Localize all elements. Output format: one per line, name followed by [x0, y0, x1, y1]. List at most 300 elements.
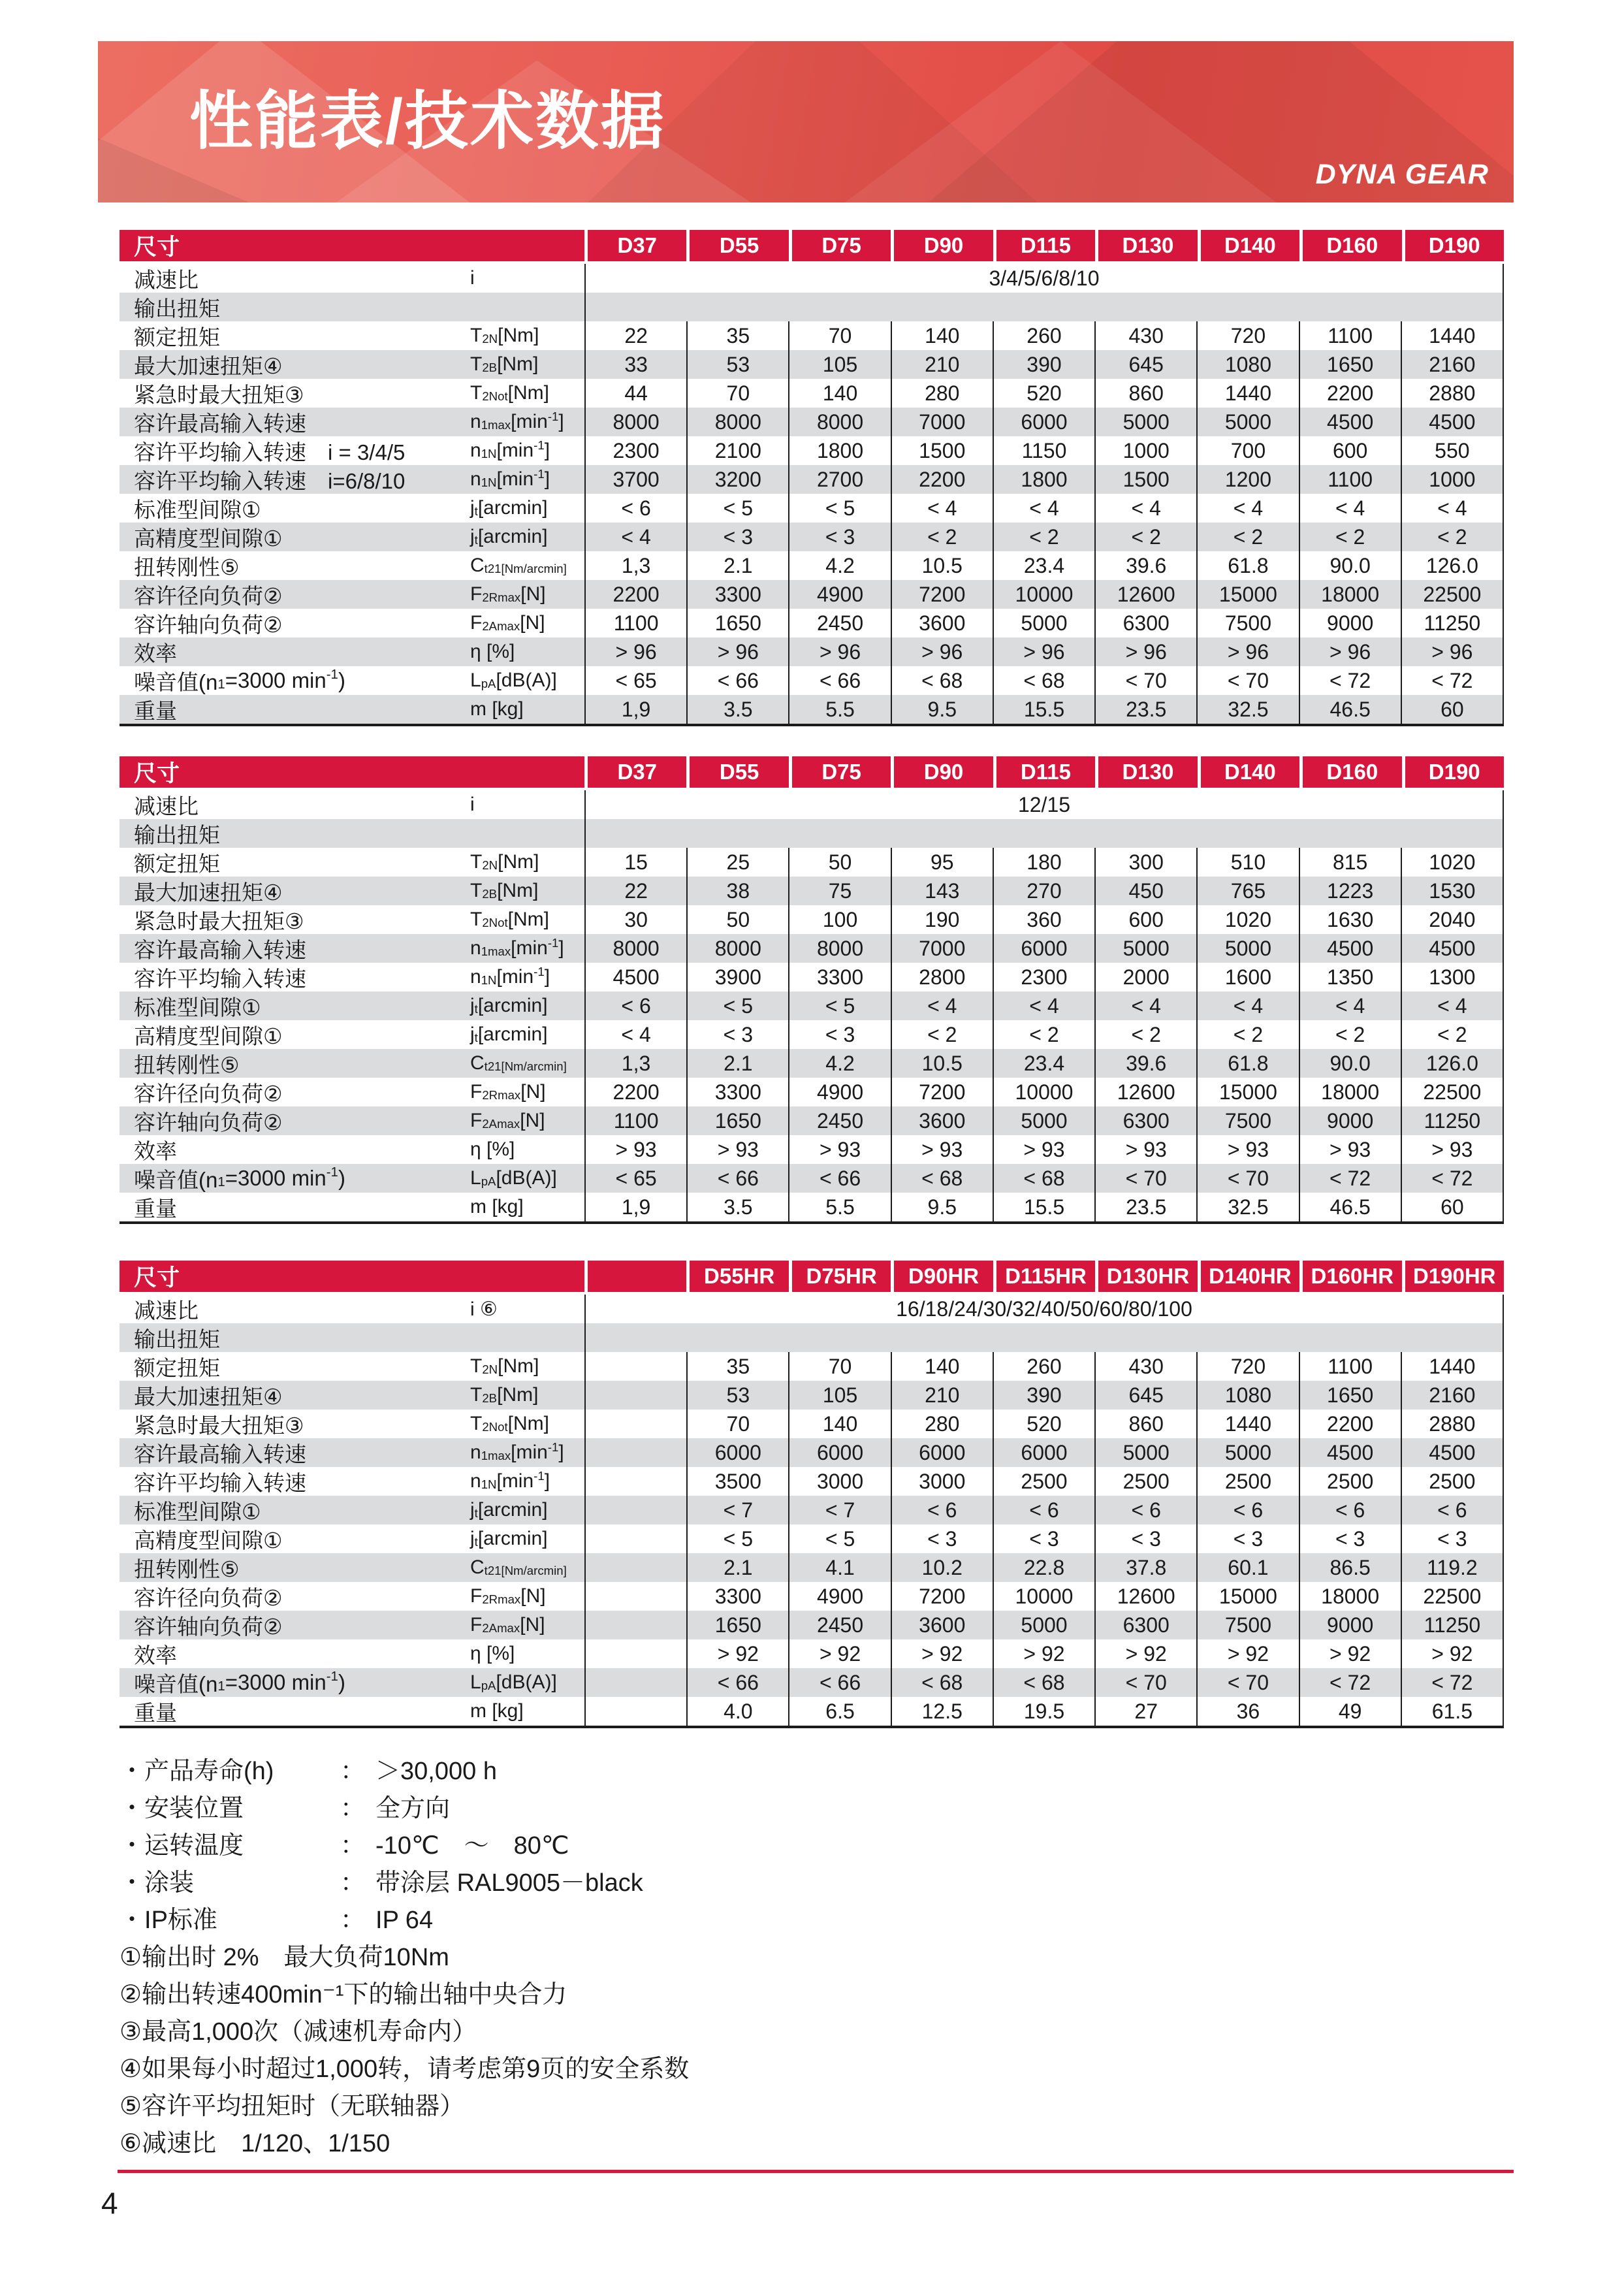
table-cell: < 68: [993, 666, 1094, 695]
table-cell: > 93: [788, 1135, 890, 1164]
table-cell: 1530: [1401, 877, 1503, 905]
table-cell: 4500: [1299, 934, 1401, 963]
row-values: [584, 1352, 1504, 1381]
section-label: 输出扭矩: [134, 296, 220, 321]
table-cell: 6000: [993, 1438, 1094, 1467]
table-cell: > 92: [1196, 1639, 1298, 1668]
row-label: 容许径向负荷②: [134, 1585, 283, 1610]
table-cell: 430: [1094, 321, 1196, 350]
row-values: [584, 523, 1504, 551]
table-cell: < 70: [1196, 1668, 1298, 1697]
row-symbol: n 1max [min -1 ]: [470, 935, 564, 959]
table-cell: 2500: [1401, 1467, 1503, 1496]
table-cell: 210: [891, 350, 993, 379]
table-cell: < 72: [1299, 1668, 1401, 1697]
table-cell: 23.5: [1094, 1193, 1196, 1221]
table-row: [119, 848, 1504, 877]
column-header: D160: [1303, 230, 1401, 261]
table-cell: 9.5: [891, 1193, 993, 1221]
table-cell: 1500: [1094, 465, 1196, 494]
table-cell: 510: [1196, 848, 1298, 877]
ratio-value: 3/4/5/6/8/10: [584, 264, 1504, 293]
row-label: 减速比: [134, 1298, 199, 1323]
table-cell: < 2: [891, 1020, 993, 1049]
section-spacer: [584, 819, 1504, 848]
row-symbol: n 1max [min -1 ]: [470, 409, 564, 432]
table-cell: 15: [624, 850, 648, 874]
table-cell: 9000: [1299, 1106, 1401, 1135]
table-cell: 5000: [1196, 1438, 1298, 1467]
table-cell: [586, 1410, 686, 1438]
table-cell: 7200: [891, 1582, 993, 1611]
table-cell: 2300: [613, 438, 660, 462]
table-cell: 7500: [1196, 609, 1298, 637]
table-cell: 1,3: [621, 553, 651, 577]
table-cell: 860: [1094, 1410, 1196, 1438]
table-cell: > 92: [686, 1639, 788, 1668]
table-cell: < 68: [891, 1668, 993, 1697]
note-value: 全方向: [375, 1795, 451, 1822]
row-symbol: T 2N [Nm]: [470, 325, 539, 346]
table-cell: 3600: [891, 1611, 993, 1639]
table-cell: < 72: [1299, 1164, 1401, 1193]
table-cell: 5000: [993, 1106, 1094, 1135]
table-cell: 37.8: [1094, 1553, 1196, 1582]
table-cell: 8000: [686, 934, 788, 963]
note-label: IP标准: [144, 1907, 217, 1934]
column-header: D55: [690, 230, 788, 261]
row-label: 减速比: [134, 267, 199, 292]
table-cell: 11250: [1401, 1106, 1503, 1135]
table-cell: < 4: [1094, 991, 1196, 1020]
table-cell: 22500: [1401, 580, 1503, 609]
table-cell: > 93: [993, 1135, 1094, 1164]
table-cell: 6000: [788, 1438, 890, 1467]
table-row: [119, 1582, 1504, 1611]
table-row: [119, 1697, 1504, 1726]
table-cell: [586, 1381, 686, 1410]
table-cell: 1650: [686, 609, 788, 637]
section-spacer: [584, 293, 1504, 321]
table-row: [119, 963, 1504, 991]
table-cell: < 70: [1094, 666, 1196, 695]
table-cell: 3300: [686, 1078, 788, 1106]
table-row: [119, 934, 1504, 963]
table-cell: 720: [1196, 1352, 1298, 1381]
table-cell: 1100: [613, 611, 659, 635]
row-symbol: n 1N [min -1 ]: [470, 964, 550, 988]
table-cell: 600: [1299, 436, 1401, 465]
table-cell: 4900: [788, 1078, 890, 1106]
column-header: D75: [792, 230, 891, 261]
table-cell: 22500: [1401, 1582, 1503, 1611]
table-cell: 46.5: [1299, 1193, 1401, 1221]
column-header: D190HR: [1405, 1261, 1504, 1292]
table-cell: 1650: [1299, 350, 1401, 379]
table-cell: 5000: [993, 609, 1094, 637]
table-cell: 18000: [1299, 580, 1401, 609]
footnote-line: ③最高1,000次（减速机寿命内）: [119, 2018, 477, 2046]
table-cell: 6.5: [788, 1697, 890, 1726]
table-cell: 2000: [1094, 963, 1196, 991]
table-cell: < 2: [1094, 523, 1196, 551]
table-cell: 9.5: [891, 695, 993, 724]
table-cell: 44: [624, 381, 648, 405]
table-row: [119, 609, 1504, 637]
row-label: 效率: [134, 1643, 177, 1668]
column-header: D160HR: [1303, 1261, 1401, 1292]
table-cell: 2160: [1401, 1381, 1503, 1410]
ratio-value: 12/15: [584, 790, 1504, 819]
table-cell: 10000: [993, 580, 1094, 609]
table-cell: < 5: [686, 494, 788, 523]
table-cell: 2800: [891, 963, 993, 991]
table-cell: 35: [686, 321, 788, 350]
row-label: 扭转刚性⑤: [134, 555, 240, 579]
column-header: D130HR: [1098, 1261, 1197, 1292]
row-label: 额定扭矩: [134, 1355, 220, 1380]
table-row: [119, 523, 1504, 551]
row-values: [584, 1496, 1504, 1524]
table-cell: < 5: [788, 1524, 890, 1553]
row-symbol: m [kg]: [470, 698, 524, 720]
table-cell: 70: [686, 1410, 788, 1438]
table-cell: < 66: [788, 1164, 890, 1193]
table-cell: [586, 1639, 686, 1668]
table-cell: 15.5: [993, 695, 1094, 724]
column-header: D160: [1303, 756, 1401, 788]
table-cell: 2880: [1401, 379, 1503, 408]
row-values: [584, 848, 1504, 877]
table-cell: < 6: [1196, 1496, 1298, 1524]
table-cell: > 93: [1094, 1135, 1196, 1164]
column-header: D55HR: [690, 1261, 788, 1292]
ratio-row: [119, 1295, 1504, 1323]
row-symbol: j t [arcmin]: [470, 995, 548, 1016]
table-cell: 2500: [1299, 1467, 1401, 1496]
table-cell: [586, 1611, 686, 1639]
table-cell: 430: [1094, 1352, 1196, 1381]
row-label: 容许径向负荷②: [134, 1081, 283, 1106]
table-cell: > 92: [1094, 1639, 1196, 1668]
header-banner: [98, 41, 1514, 202]
table-cell: < 3: [1196, 1524, 1298, 1553]
table-cell: 2100: [686, 436, 788, 465]
row-values: [584, 580, 1504, 609]
table-cell: < 4: [1401, 494, 1503, 523]
table-cell: 260: [993, 321, 1094, 350]
column-header: D90: [894, 230, 993, 261]
row-symbol: [470, 819, 584, 848]
row-label: 重量: [134, 1196, 177, 1221]
note-colon: ：: [340, 1907, 366, 1934]
table-cell: 36: [1196, 1697, 1298, 1726]
table-row: [119, 1381, 1504, 1410]
row-values: [584, 1639, 1504, 1668]
row-label: 标准型间隙①: [134, 995, 261, 1020]
table-cell: 61.8: [1196, 1049, 1298, 1078]
table-cell: > 93: [1401, 1135, 1503, 1164]
table-cell: 105: [788, 350, 890, 379]
row-values: [584, 1078, 1504, 1106]
row-symbol: L pA [dB(A)]: [470, 669, 557, 691]
table-cell: 18000: [1299, 1582, 1401, 1611]
table-cell: 140: [891, 1352, 993, 1381]
note-line: [119, 1865, 689, 1902]
table-cell: 12600: [1094, 1582, 1196, 1611]
column-headers: [584, 230, 1504, 261]
row-symbol: F 2Rmax [N]: [470, 1585, 546, 1607]
table-cell: 8000: [788, 408, 890, 436]
table-cell: 53: [686, 1381, 788, 1410]
table-cell: 60.1: [1196, 1553, 1298, 1582]
table-cell: 23.4: [993, 1049, 1094, 1078]
table-cell: > 96: [1196, 637, 1298, 666]
table-cell: 15000: [1196, 1582, 1298, 1611]
row-symbol: T 2B [Nm]: [470, 353, 539, 375]
table-cell: 4.2: [788, 1049, 890, 1078]
table-cell: < 72: [1401, 666, 1503, 695]
table-cell: 7000: [891, 408, 993, 436]
table-cell: 6000: [891, 1438, 993, 1467]
row-values: [584, 465, 1504, 494]
table-cell: 2200: [1299, 379, 1401, 408]
table-cell: < 2: [1196, 523, 1298, 551]
column-header: D140: [1201, 230, 1299, 261]
section-spacer: [584, 1323, 1504, 1352]
table-cell: 2450: [788, 609, 890, 637]
table-cell: 12.5: [891, 1697, 993, 1726]
table-cell: < 2: [1094, 1020, 1196, 1049]
row-label: 噪音值(n 1 =3000 min -1 ): [134, 1668, 345, 1696]
table-cell: < 6: [621, 496, 651, 520]
row-label: 标准型间隙①: [134, 1499, 261, 1524]
table-cell: 70: [686, 379, 788, 408]
table-cell: 645: [1094, 350, 1196, 379]
table-cell: < 68: [891, 666, 993, 695]
table-cell: 3900: [686, 963, 788, 991]
table-cell: 2500: [993, 1467, 1094, 1496]
table-cell: 1100: [1299, 1352, 1401, 1381]
table-cell: 1440: [1196, 379, 1298, 408]
table-cell: < 66: [686, 1164, 788, 1193]
table-cell: > 93: [686, 1135, 788, 1164]
table-cell: 190: [891, 905, 993, 934]
ratio-row: [119, 264, 1504, 293]
column-headers: [584, 756, 1504, 788]
row-symbol: j t [arcmin]: [470, 1499, 548, 1521]
table-cell: < 3: [788, 1020, 890, 1049]
row-symbol: i: [470, 794, 475, 815]
table-cell: 10.2: [891, 1553, 993, 1582]
table-cell: 1650: [686, 1611, 788, 1639]
table-cell: 10.5: [891, 1049, 993, 1078]
table-cell: 15000: [1196, 580, 1298, 609]
table-cell: 90.0: [1299, 1049, 1401, 1078]
row-label: 紧急时最大扭矩③: [134, 909, 304, 933]
table-cell: 1440: [1401, 1352, 1503, 1381]
table-cell: 1100: [613, 1108, 659, 1133]
table-row: [119, 1106, 1504, 1135]
table-cell: 1000: [1094, 436, 1196, 465]
row-values: [584, 494, 1504, 523]
table-cell: < 3: [686, 523, 788, 551]
footnote-line: ⑤容许平均扭矩时（无联轴器）: [119, 2093, 465, 2120]
table-cell: 4900: [788, 580, 890, 609]
column-header: D190: [1405, 230, 1504, 261]
row-values: [584, 637, 1504, 666]
table-cell: 38: [686, 877, 788, 905]
row-label: 紧急时最大扭矩③: [134, 1413, 304, 1438]
table-cell: 11250: [1401, 1611, 1503, 1639]
table-cell: 86.5: [1299, 1553, 1401, 1582]
table-cell: < 70: [1094, 1164, 1196, 1193]
row-label: 容许径向负荷②: [134, 583, 283, 608]
note-bullet: ・: [119, 1795, 145, 1822]
row-symbol: j t [arcmin]: [470, 526, 548, 547]
table-cell: 126.0: [1401, 551, 1503, 580]
table-cell: 360: [993, 905, 1094, 934]
row-values: [584, 1611, 1504, 1639]
table-cell: [586, 1668, 686, 1697]
table-cell: 53: [686, 350, 788, 379]
table-cell: < 72: [1401, 1668, 1503, 1697]
note-colon: ：: [340, 1832, 366, 1860]
row-label: 扭转刚性⑤: [134, 1052, 240, 1077]
row-label: 容许最高输入转速: [134, 937, 306, 962]
column-header: D115HR: [996, 1261, 1095, 1292]
table-cell: < 66: [686, 1668, 788, 1697]
row-values: [584, 350, 1504, 379]
table-cell: 60: [1401, 695, 1503, 724]
column-header: D90: [894, 756, 993, 788]
table-row: [119, 1496, 1504, 1524]
table-cell: < 4: [1196, 494, 1298, 523]
row-symbol: F 2Rmax [N]: [470, 583, 546, 605]
table-cell: > 96: [891, 637, 993, 666]
table-cell: 860: [1094, 379, 1196, 408]
row-symbol: η [%]: [470, 641, 515, 662]
row-values: [584, 666, 1504, 695]
column-header: D115: [996, 756, 1095, 788]
table-cell: 9000: [1299, 609, 1401, 637]
table-cell: 32.5: [1196, 1193, 1298, 1221]
section-label: 输出扭矩: [134, 1327, 220, 1351]
row-values: [584, 321, 1504, 350]
column-header: D190: [1405, 756, 1504, 788]
table-cell: > 93: [891, 1135, 993, 1164]
table-cell: 1,3: [621, 1051, 651, 1075]
table-cell: 1350: [1299, 963, 1401, 991]
table-cell: 2300: [993, 963, 1094, 991]
row-label: 扭转刚性⑤: [134, 1556, 240, 1581]
table-cell: 7000: [891, 934, 993, 963]
row-label: 紧急时最大扭矩③: [134, 382, 304, 407]
ratio-row: [119, 790, 1504, 819]
row-symbol: m [kg]: [470, 1196, 524, 1217]
table-cell: [586, 1582, 686, 1611]
table-cell: 390: [993, 1381, 1094, 1410]
row-label: 标准型间隙①: [134, 497, 261, 522]
size-header-cell: 尺寸: [119, 230, 584, 261]
column-header: D90HR: [894, 1261, 993, 1292]
table-cell: 25: [686, 848, 788, 877]
table-cell: < 4: [1299, 494, 1401, 523]
table-cell: 2200: [891, 465, 993, 494]
row-label: 容许轴向负荷②: [134, 612, 283, 637]
table-cell: 1100: [1299, 465, 1401, 494]
table-cell: 105: [788, 1381, 890, 1410]
row-label: 噪音值(n 1 =3000 min -1 ): [134, 1164, 345, 1192]
table-cell: 520: [993, 379, 1094, 408]
column-header: D140: [1201, 756, 1299, 788]
note-bullet: ・: [119, 1758, 145, 1785]
table-cell: < 4: [621, 1022, 651, 1046]
table-cell: < 6: [1401, 1496, 1503, 1524]
table-cell: 5.5: [788, 1193, 890, 1221]
table-row: [119, 1078, 1504, 1106]
table-cell: 3500: [686, 1467, 788, 1496]
row-values: [584, 1164, 1504, 1193]
table-cell: 4500: [1299, 1438, 1401, 1467]
table-cell: 280: [891, 379, 993, 408]
note-label: 运转温度: [144, 1832, 244, 1860]
table-row: [119, 1164, 1504, 1193]
note-label: 产品寿命(h): [144, 1758, 274, 1785]
table-cell: < 65: [615, 1166, 657, 1190]
spec-table-2: [119, 756, 1504, 1224]
table-cell: 75: [788, 877, 890, 905]
table-cell: 23.4: [993, 551, 1094, 580]
footnote-line: ①输出时 2% 最大负荷10Nm: [119, 1944, 449, 1971]
table-cell: < 2: [1299, 523, 1401, 551]
note-bullet: ・: [119, 1907, 145, 1934]
row-symbol: j t [arcmin]: [470, 497, 548, 519]
row-symbol: T 2Not [Nm]: [470, 1413, 549, 1434]
table-row: [119, 877, 1504, 905]
table-cell: 95: [891, 848, 993, 877]
note-label: 涂装: [144, 1869, 195, 1897]
table-cell: > 92: [891, 1639, 993, 1668]
table-cell: 2040: [1401, 905, 1503, 934]
table-cell: < 68: [993, 1668, 1094, 1697]
table-row: [119, 637, 1504, 666]
table-row: [119, 436, 1504, 465]
table-cell: 7500: [1196, 1106, 1298, 1135]
table-cell: 2200: [613, 582, 660, 606]
spec-table-3: [119, 1261, 1504, 1728]
table-cell: < 70: [1196, 1164, 1298, 1193]
table-cell: 90.0: [1299, 551, 1401, 580]
table-cell: 2200: [1299, 1410, 1401, 1438]
row-values: [584, 905, 1504, 934]
table-cell: < 66: [788, 1668, 890, 1697]
table-cell: 8000: [613, 410, 660, 434]
table-header-row: [119, 230, 1504, 261]
table-cell: 50: [686, 905, 788, 934]
table-cell: 3000: [788, 1467, 890, 1496]
row-symbol: T 2B [Nm]: [470, 880, 539, 901]
table-cell: < 2: [1299, 1020, 1401, 1049]
table-cell: > 96: [993, 637, 1094, 666]
table-cell: 8000: [613, 936, 660, 960]
table-cell: 1080: [1196, 350, 1298, 379]
table-cell: 60: [1401, 1193, 1503, 1221]
table-cell: 1800: [993, 465, 1094, 494]
table-cell: 3.5: [686, 1193, 788, 1221]
table-cell: < 68: [993, 1164, 1094, 1193]
table-cell: < 2: [993, 1020, 1094, 1049]
